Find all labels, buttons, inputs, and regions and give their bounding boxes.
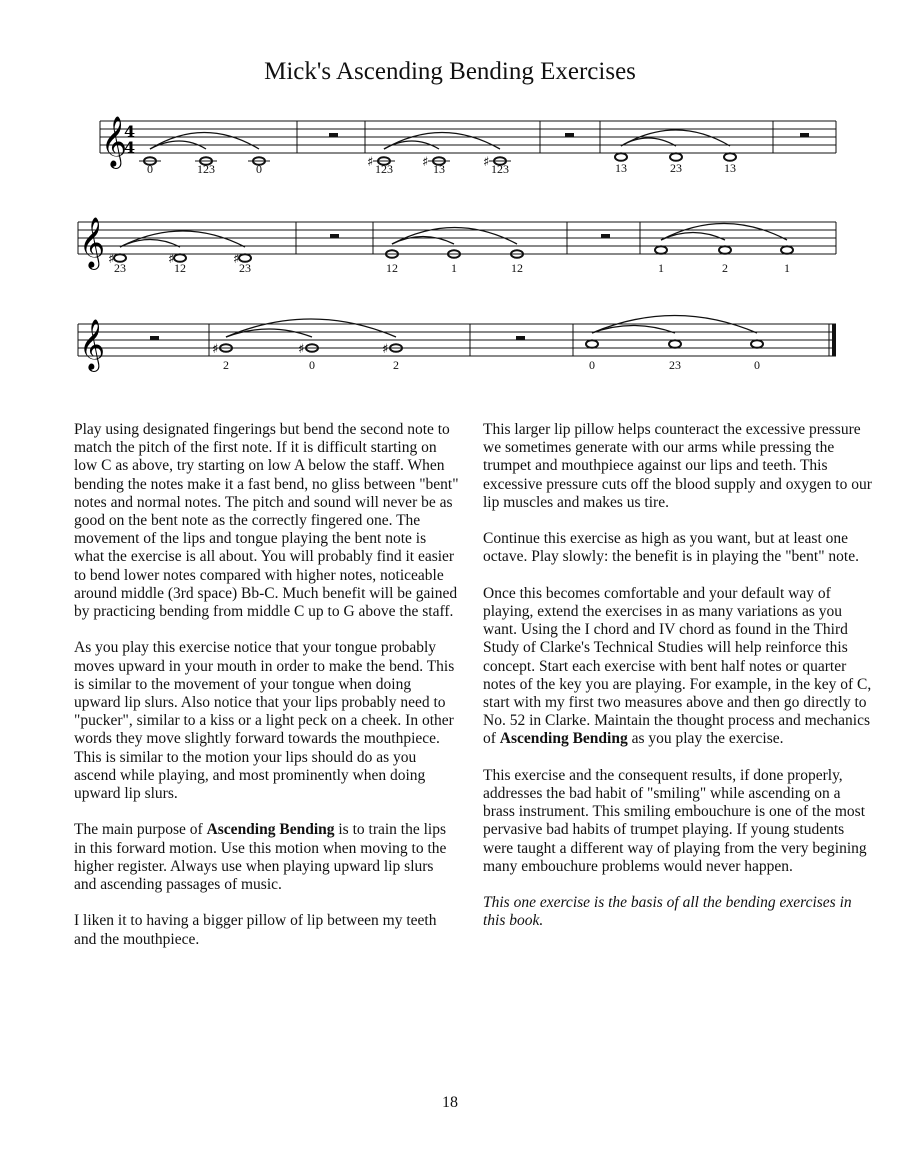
fingering: 2 [223,358,229,372]
slur [226,319,396,337]
sharp-icon: ♯ [108,252,115,267]
note-group [655,224,793,276]
fingering: 13 [433,162,445,176]
slur [150,133,259,150]
fingering: 1 [784,261,790,275]
right-text-column [483,421,875,949]
paragraph: This exercise and the consequent results, if done properly, addresses the bad habit of "smiling" while ascending on a brass instrument. This smiling embouchure is one of the most pervasive bad habits of trumpet playing. If young students were taught a different way of playing from the very begining many embouchure problems would never happen. [483,766,867,875]
paragraph: I liken it to having a bigger pillow of lip between my teeth and the mouthpiece. [74,912,437,948]
treble-clef-icon: 𝄞 [79,217,106,268]
whole-note [669,340,681,348]
note-group [212,319,402,372]
fingering: 1 [658,261,664,275]
whole-note [719,246,731,254]
fingering: 23 [669,358,681,372]
treble-clef-icon: 𝄞 [79,319,106,370]
paragraph [74,821,459,894]
fingering: 12 [174,261,186,275]
slur [384,133,500,150]
note-group [367,133,511,177]
sharp-icon: ♯ [367,155,374,170]
note-group [386,228,523,276]
bold-term: Ascending Bending [499,730,628,748]
fingering: 123 [375,162,393,176]
half-rest [516,336,525,340]
sharp-icon: ♯ [483,155,490,170]
fingering: 23 [239,261,251,275]
half-rest [150,336,159,340]
fingering: 12 [386,261,398,275]
whole-note [724,153,736,161]
paragraph: As you play this exercise notice that your tongue probably moves upward in your mouth in order to make the bend. This is similar to the movement of your tongue when doing upward lip slurs. Also notice that your lips probably need to "pucker", similar to a kiss or a light peck on a cheek. In other words they move slightly forward towards the mouthpiece. This is similar to the motion your lips should do as you ascend while playing, and most prominently when doing upward lip slurs. [74,639,455,803]
page-number: 18 [442,1094,458,1111]
fingering: 1 [451,261,457,275]
music-notation [0,0,900,420]
half-rest [601,234,610,238]
slur [621,130,730,146]
text-run: Once this becomes comfortable and your default way of playing, extend the exercises in as many variations as you want. Using the I chord and IV chord as found in the Third Study of Clarke's Technical Studies will help reinforce this concept. Start each exercise with bent half notes or quarter notes of the key you are playing. For example, in the key of C, start with my first two measures above and then go directly to No. 52 in Clarke. Maintain the thought process and mechanics of [483,584,872,748]
whole-note [781,246,793,254]
text-run: as you play the exercise. [627,730,784,748]
whole-note [670,153,682,161]
fingering: 123 [491,162,509,176]
fingering: 0 [256,162,262,176]
staff-system-2 [78,217,836,275]
text-run: is to train the lips in this forward motion. Use this motion when moving to the higher register. Always use when playing upward lip slurs and ascending passages of music. [74,821,447,894]
sharp-icon: ♯ [422,155,429,170]
whole-note [751,340,763,348]
page-title: Mick's Ascending Bending Exercises [264,58,636,85]
staff-system-1 [100,116,836,176]
sharp-icon: ♯ [382,342,389,357]
whole-note [655,246,667,254]
fingering: 123 [197,162,215,176]
slur [226,329,312,337]
fingering: 13 [615,161,627,175]
slur [661,233,725,241]
sharp-icon: ♯ [233,252,240,267]
left-text-column [74,421,459,967]
final-barline [832,324,836,356]
paragraph: Play using designated fingerings but bend the second note to match the pitch of the first note. If it is difficult starting on low C as above, try starting on low A below the staff. When bending the notes make it a fast bend, no gliss between "bent" notes and normal notes. The pitch and sound will never be as good on the bent note as the correctly fingered one. The movement of the lips and tongue playing the bent note is what the exercise is all about. You will probably find it easier to bend lower notes compared with higher notes, noticeable around middle (3rd space) Bb-C. Much benefit will be gained by practicing bending from middle C up to G above the staff. [74,421,459,621]
text-run: The main purpose of [74,821,207,839]
half-rest [565,133,574,137]
italic-note: This one exercise is the basis of all the bending exercises in this book. [483,894,852,930]
paragraph [483,894,875,930]
sharp-icon: ♯ [168,252,175,267]
bold-term: Ascending Bending [206,821,335,839]
half-rest [800,133,809,137]
paragraph [483,585,875,749]
sharp-icon: ♯ [298,342,305,357]
staff-system-3 [78,316,836,373]
slur [120,231,245,247]
whole-note [586,340,598,348]
whole-note [615,153,627,161]
fingering: 23 [670,161,682,175]
fingering: 12 [511,261,523,275]
paragraph: Continue this exercise as high as you want, but at least one octave. Play slowly: the benefit is in playing the "bent" note. [483,530,859,566]
fingering: 13 [724,161,736,175]
paragraph: This larger lip pillow helps counteract the excessive pressure we sometimes generate with our arms while pressing the trumpet and mouthpiece against our lips and teeth. This excessive pressure cuts off the blood supply and oxygen to our lip muscles and makes us tire. [483,421,872,511]
fingering: 2 [393,358,399,372]
half-rest [329,133,338,137]
fingering: 0 [309,358,315,372]
sharp-icon: ♯ [212,342,219,357]
note-group [139,133,270,177]
fingering: 23 [114,261,126,275]
fingering: 0 [754,358,760,372]
treble-clef-icon: 𝄞 [101,116,128,167]
half-rest [330,234,339,238]
fingering: 0 [147,162,153,176]
fingering: 0 [589,358,595,372]
time-signature-top: 4 [124,122,136,141]
time-signature-bottom: 4 [124,138,136,157]
fingering: 2 [722,261,728,275]
